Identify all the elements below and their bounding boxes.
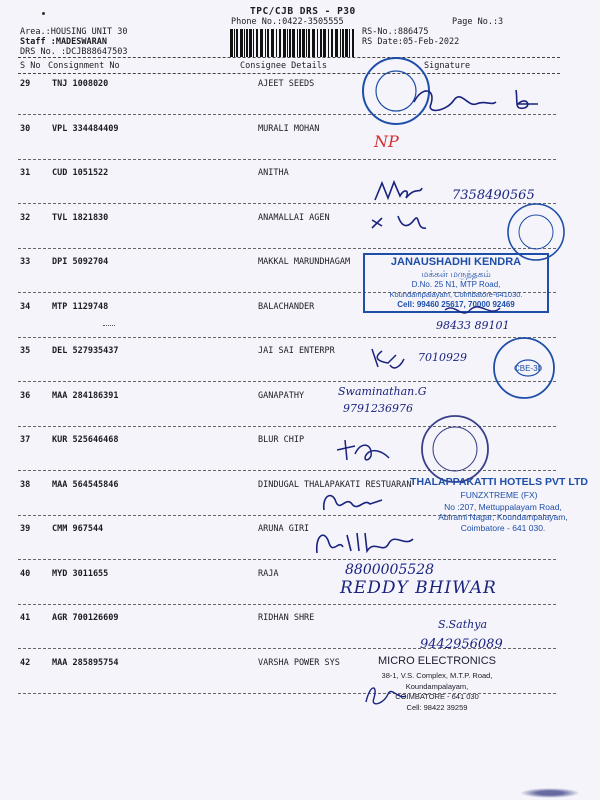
jai-sai-stamp bbox=[491, 332, 557, 404]
barcode-bar bbox=[349, 29, 350, 57]
phone-annotation-35: 7010929 bbox=[418, 351, 467, 364]
stamp-line: COIMBATORE - 641 030 bbox=[395, 692, 479, 701]
row-consignee-name: BLUR CHIP bbox=[258, 435, 305, 445]
row-consignee-name: MAKKAL MARUNDHAGAM bbox=[258, 257, 351, 267]
stamp-title: JANAUSHADHI KENDRA bbox=[390, 256, 522, 268]
row-consignment-number: MAA 284186391 bbox=[52, 391, 119, 401]
scan-artifact bbox=[103, 325, 115, 328]
signature-40-name: REDDY BHIWAR bbox=[340, 578, 497, 598]
barcode-bar bbox=[302, 29, 305, 57]
barcode-bar bbox=[244, 29, 245, 57]
row-divider bbox=[18, 604, 556, 605]
row-consignee-name: ARUNA GIRI bbox=[258, 524, 310, 534]
row-serial-number: 32 bbox=[20, 213, 31, 223]
row-divider bbox=[18, 559, 556, 560]
signature-39 bbox=[313, 525, 423, 561]
stamp-line: Koundampalayam, Coimbatore-641030. bbox=[389, 290, 523, 299]
row-consignment-number: MTP 1129748 bbox=[52, 302, 109, 312]
barcode-bar bbox=[289, 29, 291, 57]
barcode-bar bbox=[256, 29, 258, 57]
barcode-bar bbox=[253, 29, 254, 57]
row-serial-number: 31 bbox=[20, 168, 31, 178]
signature-37 bbox=[333, 436, 393, 466]
row-consignee-name: VARSHA POWER SYS bbox=[258, 658, 340, 668]
row-consignment-number: TVL 1821830 bbox=[52, 213, 109, 223]
row-consignment-number: KUR 525646468 bbox=[52, 435, 119, 445]
row-consignment-number: MAA 564545846 bbox=[52, 480, 119, 490]
row-consignment-number: CMM 967544 bbox=[52, 524, 104, 534]
barcode-bar bbox=[340, 29, 341, 57]
row-divider bbox=[18, 159, 556, 160]
row-consignee-name: ANAMALLAI AGEN bbox=[258, 213, 330, 223]
row-consignment-number: CUD 1051522 bbox=[52, 168, 109, 178]
stamp-line: FUNZXTREME (FX) bbox=[460, 490, 538, 500]
barcode-bar bbox=[306, 29, 307, 57]
header-right-block bbox=[362, 27, 459, 47]
row-consignment-number: MYD 3011655 bbox=[52, 569, 109, 579]
row-consignee-name: MURALI MOHAN bbox=[258, 124, 320, 134]
barcode-bar bbox=[297, 29, 298, 57]
row-consignee-name: GANAPATHY bbox=[258, 391, 305, 401]
page-number: Page No.:3 bbox=[452, 17, 504, 27]
col-header-consignment: Consignment No bbox=[48, 61, 120, 71]
phone-annotation-36: 9791236976 bbox=[343, 402, 413, 415]
barcode-bar bbox=[320, 29, 322, 57]
area-field: Area.:HOUSING UNIT 30 bbox=[20, 27, 128, 37]
col-header-signature: Signature bbox=[424, 61, 471, 71]
row-divider bbox=[18, 381, 556, 382]
signature-35 bbox=[368, 345, 408, 373]
row-consignee-name: AJEET SEEDS bbox=[258, 79, 315, 89]
row-serial-number: 40 bbox=[20, 569, 31, 579]
row-consignment-number: MAA 285895754 bbox=[52, 658, 119, 668]
signature-38 bbox=[318, 486, 388, 516]
col-header-sno: S No bbox=[20, 61, 41, 71]
barcode bbox=[229, 29, 357, 57]
row-serial-number: 38 bbox=[20, 480, 31, 490]
stamp-line: No :207, Mettuppalayam Road, bbox=[444, 502, 562, 512]
barcode-bar bbox=[335, 29, 338, 57]
signature-36-name: Swaminathan.G bbox=[338, 385, 427, 398]
signature-42 bbox=[360, 680, 420, 710]
row-divider bbox=[18, 248, 556, 249]
scan-artifact bbox=[520, 788, 580, 798]
row-serial-number: 42 bbox=[20, 658, 31, 668]
stamp-line: 38-1, V.S. Complex, M.T.P. Road, bbox=[381, 671, 493, 680]
stamp-line: D.No. 25 N1, MTP Road, bbox=[411, 280, 501, 289]
phone-annotation-41: 9442956089 bbox=[420, 637, 503, 652]
signature-32 bbox=[370, 178, 460, 233]
np-mark: NP bbox=[374, 132, 399, 151]
svg-text:CBE-30: CBE-30 bbox=[513, 364, 543, 373]
row-serial-number: 41 bbox=[20, 613, 31, 623]
phone-annotation-32: 7358490565 bbox=[452, 188, 535, 203]
barcode-bar bbox=[283, 29, 286, 57]
barcode-bar bbox=[308, 29, 310, 57]
bluechip-stamp bbox=[418, 412, 492, 486]
thalappakatti-stamp bbox=[404, 476, 594, 546]
barcode-bar bbox=[260, 29, 263, 57]
stamp-title: THALAPPAKATTI HOTELS PVT LTD bbox=[410, 476, 588, 488]
row-consignee-name: JAI SAI ENTERPR bbox=[258, 346, 335, 356]
barcode-bar bbox=[230, 29, 233, 57]
rs-number: RS-No.:886475 bbox=[362, 27, 429, 37]
stamp-line: Cell: 99460 25617, 70000 92469 bbox=[397, 300, 515, 309]
barcode-bar bbox=[249, 29, 252, 57]
row-divider bbox=[18, 203, 556, 204]
barcode-bar bbox=[236, 29, 238, 57]
row-serial-number: 33 bbox=[20, 257, 31, 267]
phone-number: Phone No.:0422-3505555 bbox=[231, 17, 344, 27]
barcode-bar bbox=[328, 29, 329, 57]
divider bbox=[18, 57, 560, 58]
barcode-bar bbox=[323, 29, 326, 57]
barcode-bar bbox=[299, 29, 301, 57]
row-serial-number: 37 bbox=[20, 435, 31, 445]
row-divider bbox=[18, 337, 556, 338]
row-serial-number: 34 bbox=[20, 302, 31, 312]
barcode-bar bbox=[234, 29, 235, 57]
divider bbox=[18, 73, 560, 74]
barcode-bar bbox=[342, 29, 344, 57]
signature-29 bbox=[406, 82, 546, 122]
barcode-bar bbox=[246, 29, 248, 57]
barcode-bar bbox=[276, 29, 277, 57]
barcode-bar bbox=[265, 29, 266, 57]
row-consignee-name: ANITHA bbox=[258, 168, 289, 178]
stamp-title: MICRO ELECTRONICS bbox=[378, 655, 496, 667]
staff-field: Staff :MADESWARAN bbox=[20, 37, 107, 47]
col-header-consignee: Consignee Details bbox=[240, 61, 327, 71]
stamp-line: Coimbatore - 641 030. bbox=[460, 523, 546, 533]
stamp-line: Abirami Nagar, Koundampalayam, bbox=[438, 512, 568, 522]
row-serial-number: 30 bbox=[20, 124, 31, 134]
row-consignee-name: RIDHAN SHRE bbox=[258, 613, 315, 623]
row-consignee-name: RAJA bbox=[258, 569, 279, 579]
barcode-bar bbox=[352, 29, 354, 57]
barcode-bar bbox=[345, 29, 348, 57]
phone-annotation-40: 8800005528 bbox=[345, 562, 435, 578]
row-serial-number: 29 bbox=[20, 79, 31, 89]
barcode-bar bbox=[267, 29, 269, 57]
barcode-bar bbox=[331, 29, 333, 57]
row-serial-number: 36 bbox=[20, 391, 31, 401]
row-serial-number: 35 bbox=[20, 346, 31, 356]
stamp-line: Cell: 98422 39259 bbox=[406, 703, 468, 712]
row-consignee-name: BALACHANDER bbox=[258, 302, 315, 312]
sheet-title: TPC/CJB DRS - P30 bbox=[250, 6, 356, 17]
scan-artifact bbox=[42, 12, 45, 15]
row-consignment-number: AGR 700126609 bbox=[52, 613, 119, 623]
drs-number: DRS No. :DCJB88647503 bbox=[20, 47, 128, 57]
stamp-tamil: மக்கள் மருந்தகம் bbox=[421, 269, 491, 279]
row-consignee-name: DINDUGAL THALAPAKATI RESTUARAN bbox=[258, 480, 412, 490]
rs-date: RS Date:05-Feb-2022 bbox=[362, 37, 460, 47]
header-left-block bbox=[20, 27, 127, 57]
row-consignment-number: DPI 5092704 bbox=[52, 257, 109, 267]
barcode-bar bbox=[279, 29, 281, 57]
barcode-bar bbox=[312, 29, 315, 57]
row-serial-number: 39 bbox=[20, 524, 31, 534]
barcode-bar bbox=[292, 29, 295, 57]
row-consignment-number: VPL 334484409 bbox=[52, 124, 119, 134]
barcode-bar bbox=[317, 29, 318, 57]
barcode-bar bbox=[271, 29, 274, 57]
barcode-bar bbox=[240, 29, 243, 57]
stamp-line: Koundampalayam, bbox=[405, 682, 469, 691]
barcode-bar bbox=[287, 29, 288, 57]
signature-41-name: S.Sathya bbox=[438, 618, 488, 631]
row-consignment-number: TNJ 1008020 bbox=[52, 79, 109, 89]
phone-annotation-34: 98433 89101 bbox=[436, 319, 510, 332]
row-consignment-number: DEL 527935437 bbox=[52, 346, 119, 356]
